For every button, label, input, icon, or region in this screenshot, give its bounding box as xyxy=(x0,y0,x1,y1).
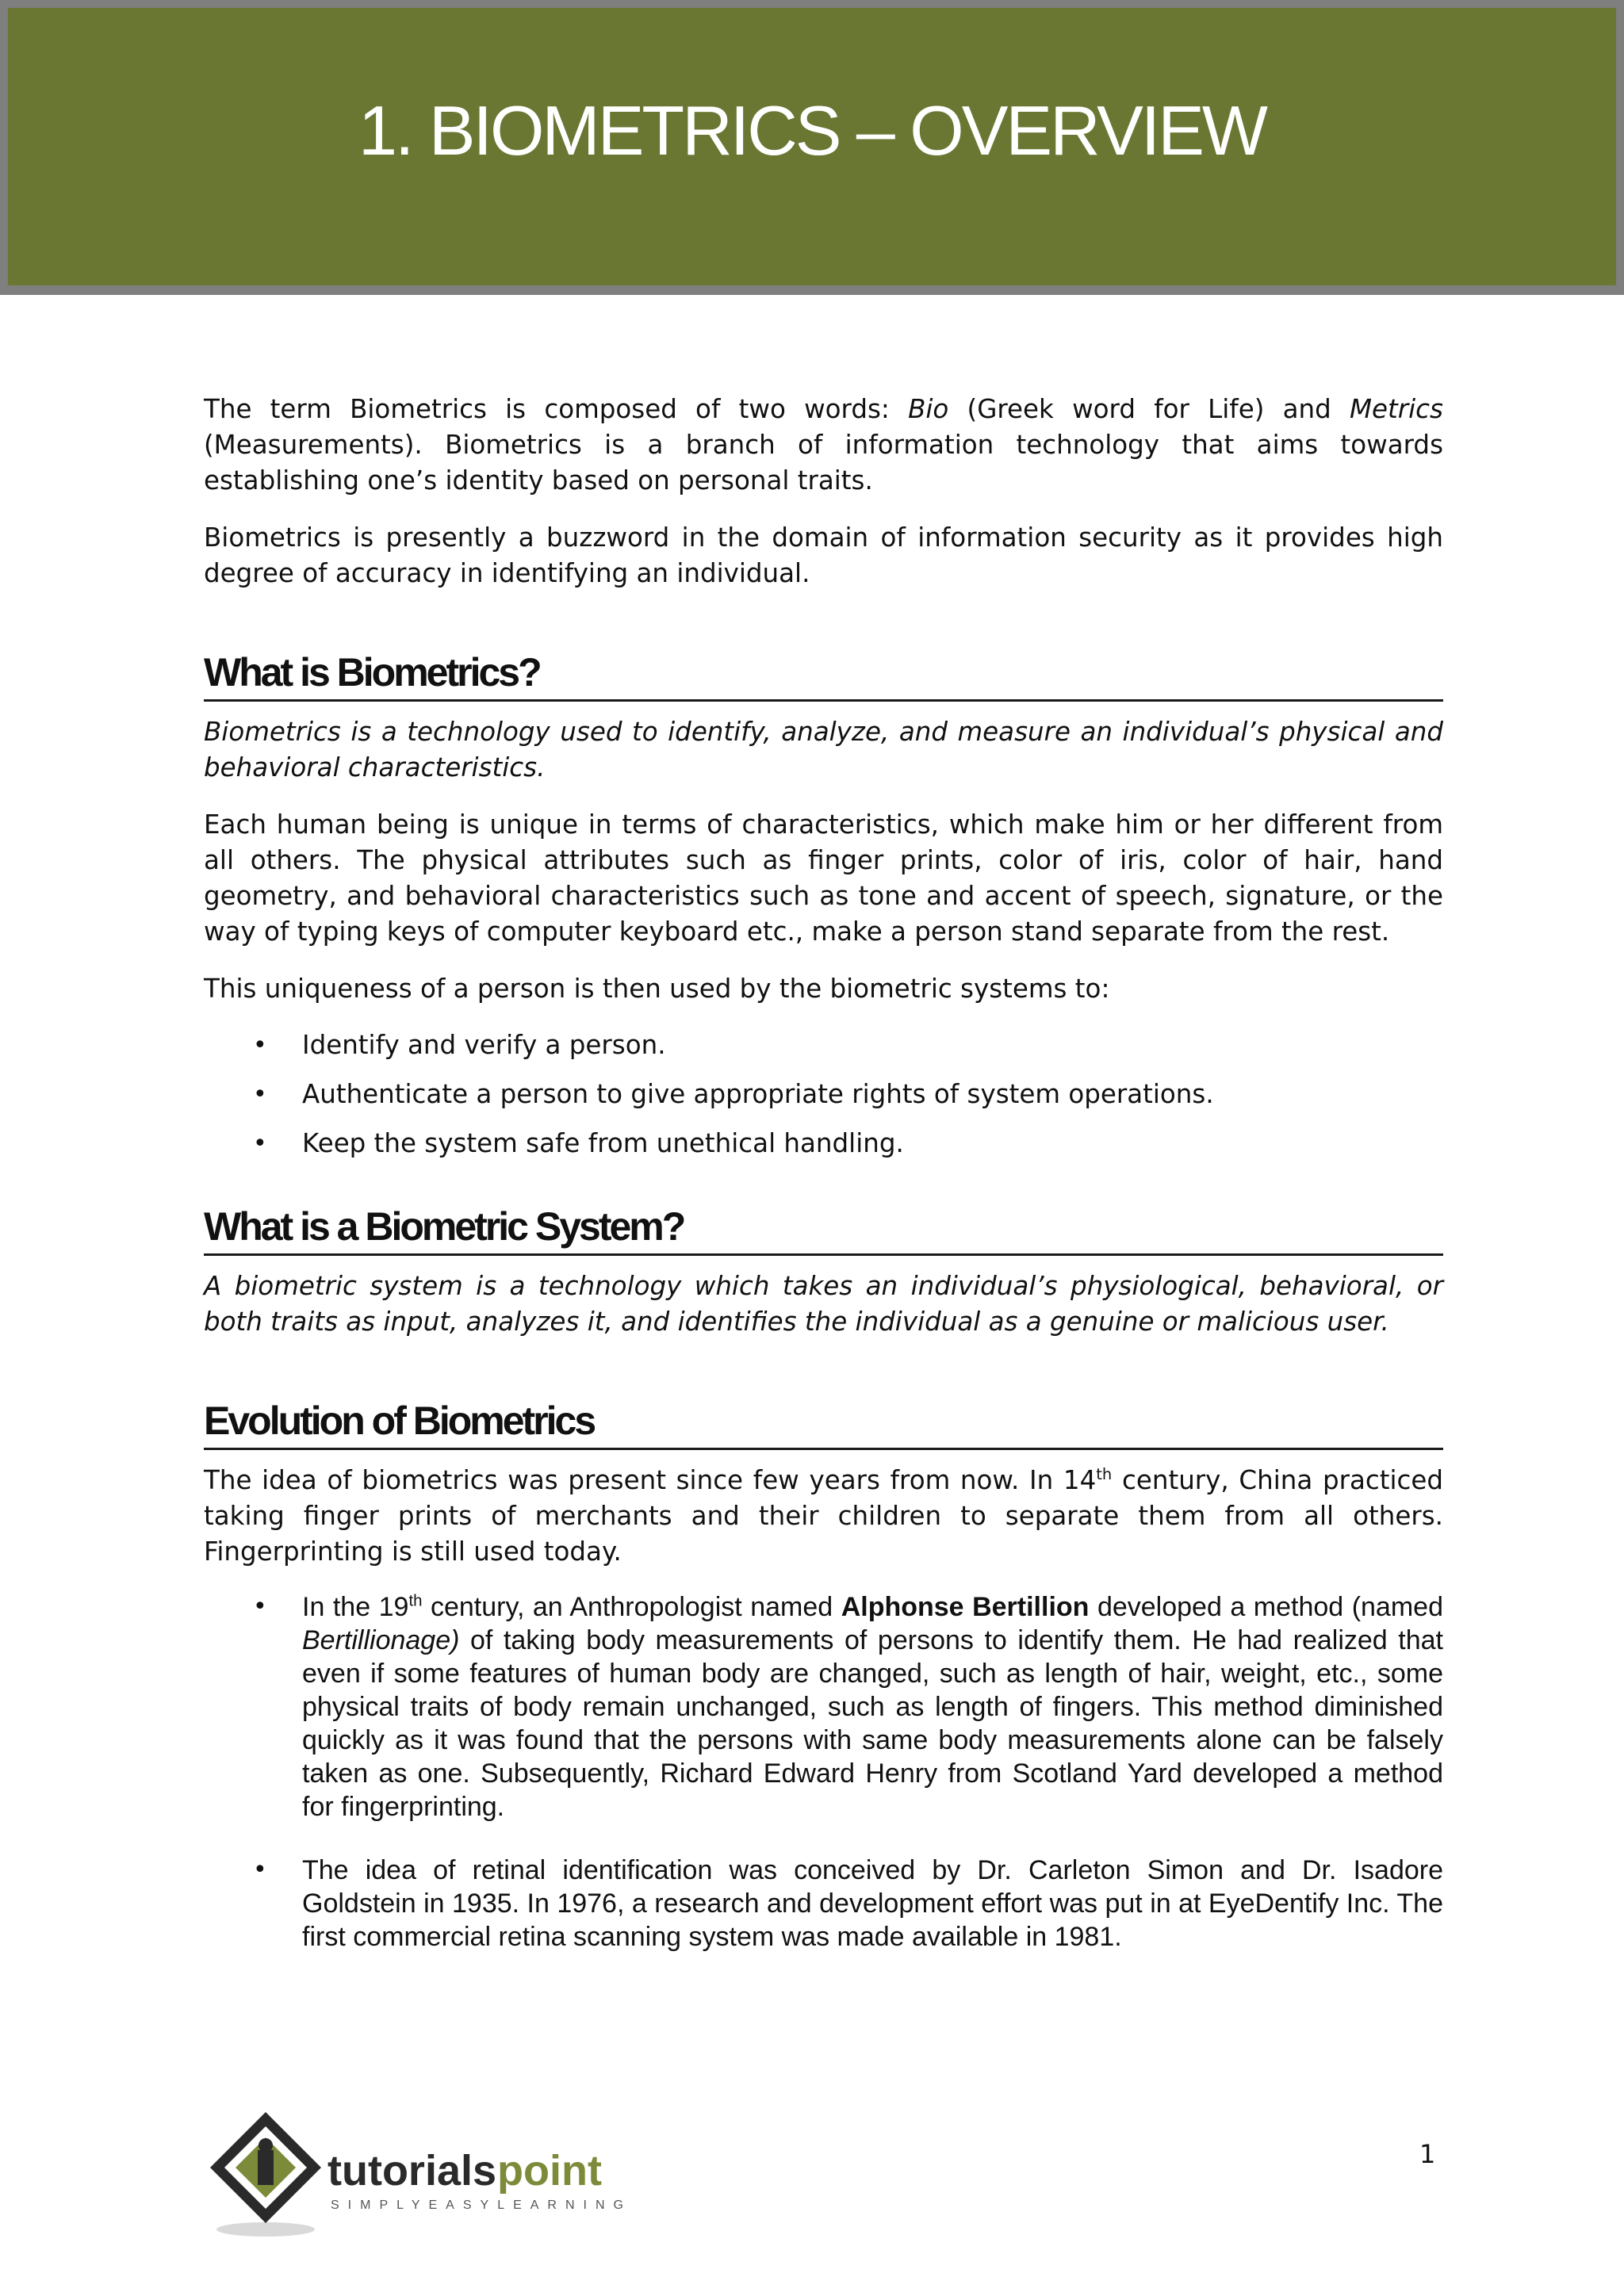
evolution-paragraph xyxy=(204,1463,1443,1570)
bullet-icon: • xyxy=(253,1593,267,1621)
biometric-uses-list xyxy=(204,1027,1443,1161)
evolution-text: The idea of biometrics was present since few years from now. In 14 xyxy=(204,1465,1097,1495)
uniqueness-paragraph: Each human being is unique in terms of characteristics, which make him or her different from all others. The physical attributes such as finger prints, color of iris, color of hair, hand geometry, and behavioral characteristics such as tone and accent of speech, signature, or the way of typing keys of computer keyboard etc., make a person stand separate from the rest. xyxy=(204,809,1443,947)
method-name: Bertillionage) xyxy=(302,1625,460,1655)
list-item xyxy=(204,1027,1443,1063)
bullet-icon: • xyxy=(253,1130,267,1158)
list-item-text: Identify and verify a person. xyxy=(302,1030,666,1060)
biometrics-definition: Biometrics is a technology used to identify, analyze, and measure an individual’s physical and behavioral characteristics. xyxy=(204,717,1443,783)
list-item-text: developed a method (named xyxy=(1089,1592,1443,1622)
list-item-text: The idea of retinal identification was conceived by Dr. Carleton Simon and Dr. Isadore Goldstein in 1935. In 1976, a research and development effort was put in at EyeDentify Inc. The first commercial retina scanning system was made available in 1981. xyxy=(302,1855,1443,1952)
logo-shadow xyxy=(216,2222,315,2237)
bullet-icon: • xyxy=(253,1081,267,1108)
chapter-title: 1. BIOMETRICS – OVERVIEW xyxy=(358,91,1266,170)
heading-what-is-biometrics: What is Biometrics? xyxy=(204,649,1443,702)
evolution-text: century, China practiced taking finger prints of merchants and their children to separate them from all others. Fingerprinting is still used today. xyxy=(204,1465,1443,1567)
heading-evolution-of-biometrics: Evolution of Biometrics xyxy=(204,1397,1443,1450)
logo-figure xyxy=(258,2150,274,2185)
chapter-banner xyxy=(0,0,1624,295)
list-item xyxy=(204,1126,1443,1161)
intro-paragraph-1 xyxy=(204,392,1443,499)
uniqueness-lead: This uniqueness of a person is then used by the biometric systems to: xyxy=(204,974,1110,1004)
tutorialspoint-logo xyxy=(202,2106,646,2241)
logo-figure-head xyxy=(259,2138,273,2152)
intro-paragraph-2: Biometrics is presently a buzzword in the domain of information security as it provides high degree of accuracy in identifying an individual. xyxy=(204,522,1443,588)
logo-word-point: point xyxy=(497,2147,602,2195)
list-item-text: of taking body measurements of persons to identify them. He had realized that even if some features of human body are changed, such as length of hair, weight, etc., some physical traits of body remain unchanged, such as length of fingers. This method diminished quickly as it was found that the persons with same body measurements alone can be falsely taken as one. Subsequently, Richard Edward Henry from Scotland Yard developed a method for fingerprinting. xyxy=(302,1625,1443,1822)
term-metrics: Metrics xyxy=(1350,394,1443,424)
ordinal-suffix: th xyxy=(1096,1465,1113,1484)
intro-text: (Measurements). Biometrics is a branch of information technology that aims towards establishing one’s identity based on personal traits. xyxy=(204,430,1443,496)
page-content xyxy=(204,392,1443,1984)
list-item-text: Keep the system safe from unethical handling. xyxy=(302,1128,904,1158)
intro-text: (Greek word for Life) and xyxy=(948,394,1350,424)
person-name: Alphonse Bertillion xyxy=(841,1592,1090,1622)
page-number: 1 xyxy=(1419,2139,1436,2169)
bullet-icon: • xyxy=(253,1031,267,1059)
intro-text: The term Biometrics is composed of two words: xyxy=(204,394,909,424)
list-item xyxy=(204,1077,1443,1112)
list-item-text: century, an Anthropologist named xyxy=(422,1592,841,1622)
list-item xyxy=(204,1854,1443,1954)
logo-word-tutorials: tutorials xyxy=(327,2147,497,2195)
list-item-text: Authenticate a person to give appropriate rights of system operations. xyxy=(302,1079,1214,1109)
ordinal-suffix: th xyxy=(408,1592,423,1610)
heading-what-is-a-biometric-system: What is a Biometric System? xyxy=(204,1203,1443,1256)
bullet-icon: • xyxy=(253,1856,267,1884)
term-bio: Bio xyxy=(908,394,949,424)
biometric-system-definition: A biometric system is a technology which takes an individual’s physiological, behavioral, or both traits as input, analyzes it, and identifies the individual as a genuine or malicious user. xyxy=(204,1271,1443,1337)
list-item xyxy=(204,1590,1443,1823)
evolution-list xyxy=(204,1590,1443,1954)
list-item-text: In the 19 xyxy=(302,1592,409,1622)
logo-tagline: SIMPLYEASYLEARNING xyxy=(331,2198,632,2212)
